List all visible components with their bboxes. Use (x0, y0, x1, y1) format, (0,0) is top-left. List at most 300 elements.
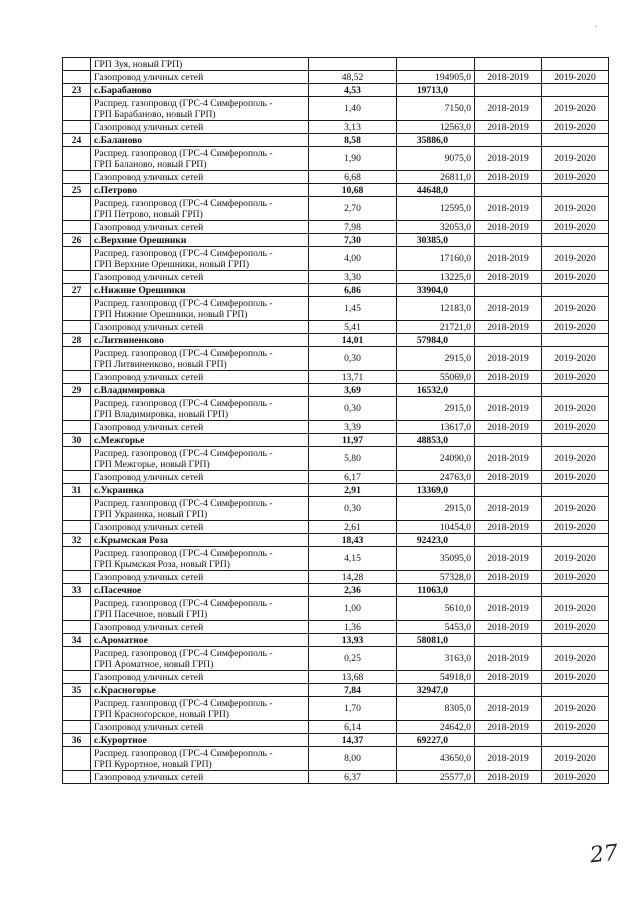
cell-length: 6,86 (309, 284, 397, 297)
cell-build-period: 2019-2020 (542, 347, 609, 371)
cell-number: 27 (63, 284, 91, 297)
table-row-street-network (63, 671, 609, 684)
table-row-street-network (63, 521, 609, 534)
cell-object-name (91, 347, 309, 371)
cell-length: 10,68 (309, 184, 397, 197)
cell-cost: 48853,0 (397, 434, 475, 447)
cell-design-period (475, 684, 542, 697)
cell-settlement-name: с.Пасечное (91, 584, 309, 597)
cell-build-period (542, 134, 609, 147)
cell-length: 13,68 (309, 671, 397, 684)
object-name-line-2: ГРП Крымская Роза, новый ГРП) (94, 558, 230, 570)
cell-cost: 19713,0 (397, 84, 475, 97)
cell-number (63, 197, 91, 221)
table-row-street-network (63, 621, 609, 634)
cell-cost: 32947,0 (397, 684, 475, 697)
object-name-line-1: Распред. газопровод (ГРС-4 Симферополь - (94, 247, 273, 259)
table-row-settlement (63, 584, 609, 597)
cell-build-period: 2019-2020 (542, 71, 609, 84)
cell-build-period: 2019-2020 (542, 197, 609, 221)
cell-length: 3,39 (309, 421, 397, 434)
cell-design-period: 2018-2019 (475, 171, 542, 184)
cell-design-period (475, 384, 542, 397)
cell-object-name (91, 97, 309, 121)
cell-design-period (475, 234, 542, 247)
cell-cost: 12595,0 (397, 197, 475, 221)
cell-length: 7,84 (309, 684, 397, 697)
cell-length: 1,40 (309, 97, 397, 121)
cell-number (63, 171, 91, 184)
cell-build-period: 2019-2020 (542, 171, 609, 184)
gas-pipeline-table (62, 57, 609, 784)
cell-build-period (542, 334, 609, 347)
object-name-line-1: Распред. газопровод (ГРС-4 Симферополь - (94, 647, 273, 659)
cell-cost: 12183,0 (397, 297, 475, 321)
table-row-distribution-pipeline (63, 297, 609, 321)
cell-build-period: 2019-2020 (542, 397, 609, 421)
cell-design-period: 2018-2019 (475, 547, 542, 571)
object-name-line-2: ГРП Ароматное, новый ГРП) (94, 658, 214, 670)
cell-build-period (542, 58, 609, 71)
cell-build-period (542, 84, 609, 97)
cell-build-period: 2019-2020 (542, 771, 609, 784)
table-row-distribution-pipeline (63, 97, 609, 121)
cell-design-period (475, 434, 542, 447)
cell-settlement-name: с.Владимировка (91, 384, 309, 397)
cell-length: 8,00 (309, 747, 397, 771)
cell-design-period (475, 58, 542, 71)
cell-build-period: 2019-2020 (542, 671, 609, 684)
cell-length: 3,30 (309, 271, 397, 284)
cell-settlement-name: с.Верхние Орешники (91, 234, 309, 247)
table-row-distribution-pipeline (63, 247, 609, 271)
cell-cost: 30385,0 (397, 234, 475, 247)
cell-design-period (475, 134, 542, 147)
cell-build-period: 2019-2020 (542, 721, 609, 734)
cell-number (63, 421, 91, 434)
object-name-line-1: Распред. газопровод (ГРС-4 Симферополь - (94, 497, 273, 509)
cell-number (63, 447, 91, 471)
cell-length: 13,71 (309, 371, 397, 384)
cell-length (309, 58, 397, 71)
cell-cost: 5610,0 (397, 597, 475, 621)
cell-build-period: 2019-2020 (542, 471, 609, 484)
cell-cost: 9075,0 (397, 147, 475, 171)
cell-length: 6,37 (309, 771, 397, 784)
object-name-line-2: ГРП Пасечное, новый ГРП) (94, 608, 208, 620)
cell-cost: 8305,0 (397, 697, 475, 721)
table-row-distribution-pipeline (63, 347, 609, 371)
cell-cost: 7150,0 (397, 97, 475, 121)
table-row-distribution-pipeline (63, 547, 609, 571)
cell-design-period: 2018-2019 (475, 471, 542, 484)
cell-build-period: 2019-2020 (542, 421, 609, 434)
cell-length: 2,61 (309, 521, 397, 534)
cell-settlement-name: с.Украинка (91, 484, 309, 497)
cell-design-period: 2018-2019 (475, 447, 542, 471)
cell-number (63, 721, 91, 734)
cell-cost: 26811,0 (397, 171, 475, 184)
cell-design-period (475, 484, 542, 497)
cell-length: 13,93 (309, 634, 397, 647)
cell-length: 4,53 (309, 84, 397, 97)
document-page (62, 57, 609, 784)
cell-object-name (91, 547, 309, 571)
cell-design-period: 2018-2019 (475, 497, 542, 521)
table-row-settlement (63, 84, 609, 97)
table-row-distribution-pipeline (63, 197, 609, 221)
cell-length: 2,70 (309, 197, 397, 221)
cell-settlement-name: с.Межгорье (91, 434, 309, 447)
cell-design-period (475, 584, 542, 597)
object-name-line-2: ГРП Курортное, новый ГРП) (94, 758, 212, 770)
object-name-line-2: ГРП Баланово, новый ГРП) (94, 158, 207, 170)
cell-length: 3,13 (309, 121, 397, 134)
cell-object-name: Газопровод уличных сетей (91, 321, 309, 334)
cell-build-period: 2019-2020 (542, 371, 609, 384)
cell-object-name: Газопровод уличных сетей (91, 471, 309, 484)
cell-cost: 13369,0 (397, 484, 475, 497)
cell-number: 26 (63, 234, 91, 247)
cell-build-period: 2019-2020 (542, 497, 609, 521)
cell-cost: 194905,0 (397, 71, 475, 84)
cell-build-period (542, 234, 609, 247)
cell-object-name (91, 247, 309, 271)
cell-number (63, 747, 91, 771)
cell-build-period: 2019-2020 (542, 97, 609, 121)
cell-object-name (91, 597, 309, 621)
cell-build-period (542, 734, 609, 747)
table-row-street-network (63, 71, 609, 84)
cell-build-period: 2019-2020 (542, 547, 609, 571)
cell-object-name (91, 147, 309, 171)
cell-design-period: 2018-2019 (475, 671, 542, 684)
cell-build-period: 2019-2020 (542, 621, 609, 634)
cell-object-name: Газопровод уличных сетей (91, 571, 309, 584)
cell-cost: 25577,0 (397, 771, 475, 784)
cell-object-name (91, 647, 309, 671)
table-row-street-network (63, 171, 609, 184)
cell-design-period: 2018-2019 (475, 521, 542, 534)
cell-number (63, 547, 91, 571)
cell-number (63, 371, 91, 384)
cell-object-name (91, 397, 309, 421)
cell-design-period (475, 284, 542, 297)
table-row-distribution-pipeline (63, 147, 609, 171)
table-row-settlement (63, 534, 609, 547)
cell-length: 8,58 (309, 134, 397, 147)
cell-object-name: Газопровод уличных сетей (91, 171, 309, 184)
cell-design-period: 2018-2019 (475, 271, 542, 284)
cell-settlement-name: с.Барабаново (91, 84, 309, 97)
cell-settlement-name: с.Петрово (91, 184, 309, 197)
cell-number: 23 (63, 84, 91, 97)
cell-object-name: Газопровод уличных сетей (91, 221, 309, 234)
cell-number (63, 297, 91, 321)
object-name-line-2: ГРП Петрово, новый ГРП) (94, 208, 203, 220)
cell-number: 25 (63, 184, 91, 197)
cell-build-period: 2019-2020 (542, 647, 609, 671)
cell-length: 48,52 (309, 71, 397, 84)
cell-cost: 44648,0 (397, 184, 475, 197)
cell-number (63, 97, 91, 121)
table-row-settlement (63, 434, 609, 447)
cell-object-name (91, 747, 309, 771)
table-row-street-network (63, 371, 609, 384)
table-row-settlement (63, 334, 609, 347)
cell-cost: 3163,0 (397, 647, 475, 671)
cell-settlement-name: с.Крымская Роза (91, 534, 309, 547)
object-name-line-1: Распред. газопровод (ГРС-4 Симферополь - (94, 747, 273, 759)
cell-cost: 69227,0 (397, 734, 475, 747)
cell-design-period (475, 334, 542, 347)
cell-number (63, 771, 91, 784)
cell-number (63, 697, 91, 721)
cell-design-period (475, 634, 542, 647)
cell-cost: 5453,0 (397, 621, 475, 634)
table-row-street-network (63, 221, 609, 234)
cell-cost: 2915,0 (397, 497, 475, 521)
table-row-distribution-pipeline (63, 447, 609, 471)
cell-number (63, 521, 91, 534)
cell-build-period: 2019-2020 (542, 121, 609, 134)
cell-build-period: 2019-2020 (542, 221, 609, 234)
cell-build-period: 2019-2020 (542, 747, 609, 771)
cell-design-period (475, 84, 542, 97)
cell-cost: 13617,0 (397, 421, 475, 434)
cell-length: 4,15 (309, 547, 397, 571)
table-row-street-network (63, 271, 609, 284)
cell-cost: 24763,0 (397, 471, 475, 484)
cell-design-period: 2018-2019 (475, 321, 542, 334)
cell-object-name: Газопровод уличных сетей (91, 271, 309, 284)
cell-design-period: 2018-2019 (475, 747, 542, 771)
cell-length: 5,41 (309, 321, 397, 334)
cell-design-period (475, 184, 542, 197)
cell-cost: 57328,0 (397, 571, 475, 584)
cell-build-period: 2019-2020 (542, 571, 609, 584)
table-row-distribution-pipeline (63, 747, 609, 771)
cell-cost: 10454,0 (397, 521, 475, 534)
cell-number (63, 347, 91, 371)
cell-settlement-name: с.Нижние Орешники (91, 284, 309, 297)
cell-object-name: Газопровод уличных сетей (91, 371, 309, 384)
cell-length: 7,98 (309, 221, 397, 234)
cell-settlement-name: с.Баланово (91, 134, 309, 147)
cell-design-period: 2018-2019 (475, 221, 542, 234)
cell-design-period: 2018-2019 (475, 571, 542, 584)
object-name-line-1: Распред. газопровод (ГРС-4 Симферополь - (94, 397, 273, 409)
cell-cost: 35095,0 (397, 547, 475, 571)
table-row-street-network (63, 421, 609, 434)
cell-design-period: 2018-2019 (475, 121, 542, 134)
table-row-distribution-pipeline (63, 497, 609, 521)
cell-length: 2,91 (309, 484, 397, 497)
cell-length: 0,30 (309, 347, 397, 371)
table-row-street-network (63, 771, 609, 784)
cell-build-period (542, 534, 609, 547)
cell-number: 32 (63, 534, 91, 547)
cell-length: 1,90 (309, 147, 397, 171)
cell-object-name: Газопровод уличных сетей (91, 421, 309, 434)
object-name-line-2: ГРП Верхние Орешники, новый ГРП) (94, 258, 250, 270)
cell-length: 14,37 (309, 734, 397, 747)
table-body (63, 58, 609, 784)
cell-length: 1,00 (309, 597, 397, 621)
object-name-line-1: Распред. газопровод (ГРС-4 Симферополь - (94, 697, 273, 709)
cell-object-name: Газопровод уличных сетей (91, 121, 309, 134)
cell-design-period: 2018-2019 (475, 147, 542, 171)
cell-number (63, 571, 91, 584)
cell-number: 29 (63, 384, 91, 397)
cell-cost (397, 58, 475, 71)
cell-object-name: Газопровод уличных сетей (91, 721, 309, 734)
cell-length: 18,43 (309, 534, 397, 547)
object-name-line-1: Распред. газопровод (ГРС-4 Симферополь - (94, 197, 273, 209)
handwritten-page-number: 27 (588, 840, 620, 869)
cell-build-period (542, 584, 609, 597)
cell-cost: 24090,0 (397, 447, 475, 471)
object-name-line-1: Распред. газопровод (ГРС-4 Симферополь - (94, 447, 273, 459)
cell-length: 6,17 (309, 471, 397, 484)
cell-design-period: 2018-2019 (475, 697, 542, 721)
cell-number (63, 321, 91, 334)
table-row-street-network (63, 121, 609, 134)
cell-design-period: 2018-2019 (475, 97, 542, 121)
cell-number (63, 247, 91, 271)
cell-build-period: 2019-2020 (542, 147, 609, 171)
cell-object-name (91, 697, 309, 721)
cell-number: 35 (63, 684, 91, 697)
cell-object-name (91, 297, 309, 321)
cell-cost: 57984,0 (397, 334, 475, 347)
cell-cost: 21721,0 (397, 321, 475, 334)
object-name-line-2: ГРП Красногорское, новый ГРП) (94, 708, 229, 720)
cell-build-period: 2019-2020 (542, 697, 609, 721)
cell-length: 6,68 (309, 171, 397, 184)
cell-object-name: Газопровод уличных сетей (91, 521, 309, 534)
cell-number (63, 71, 91, 84)
cell-build-period: 2019-2020 (542, 271, 609, 284)
cell-build-period: 2019-2020 (542, 321, 609, 334)
cell-build-period (542, 484, 609, 497)
cell-cost: 2915,0 (397, 397, 475, 421)
cell-cost: 92423,0 (397, 534, 475, 547)
table-row-street-network (63, 321, 609, 334)
object-name-line-2: ГРП Литвиненково, новый ГРП) (94, 358, 227, 370)
cell-number (63, 271, 91, 284)
object-name-line-1: Распред. газопровод (ГРС-4 Симферополь - (94, 347, 273, 359)
cell-object-name: ГРП Зуя, новый ГРП) (91, 58, 309, 71)
cell-number (63, 471, 91, 484)
table-row-settlement (63, 684, 609, 697)
cell-object-name: Газопровод уличных сетей (91, 71, 309, 84)
cell-cost: 33904,0 (397, 284, 475, 297)
cell-number (63, 621, 91, 634)
cell-object-name (91, 447, 309, 471)
cell-object-name: Газопровод уличных сетей (91, 771, 309, 784)
cell-length: 2,36 (309, 584, 397, 597)
cell-build-period: 2019-2020 (542, 447, 609, 471)
table-row-settlement (63, 184, 609, 197)
cell-length: 3,69 (309, 384, 397, 397)
cell-number (63, 671, 91, 684)
cell-number: 34 (63, 634, 91, 647)
cell-cost: 32053,0 (397, 221, 475, 234)
cell-design-period: 2018-2019 (475, 597, 542, 621)
cell-cost: 13225,0 (397, 271, 475, 284)
cell-length: 5,80 (309, 447, 397, 471)
cell-cost: 16532,0 (397, 384, 475, 397)
cell-number (63, 597, 91, 621)
cell-length: 0,25 (309, 647, 397, 671)
cell-build-period (542, 384, 609, 397)
table-row-settlement (63, 634, 609, 647)
cell-cost: 58081,0 (397, 634, 475, 647)
table-row-street-network (63, 471, 609, 484)
cell-build-period: 2019-2020 (542, 597, 609, 621)
object-name-line-1: Распред. газопровод (ГРС-4 Симферополь - (94, 597, 273, 609)
object-name-line-2: ГРП Владимировка, новый ГРП) (94, 408, 229, 420)
table-row-settlement (63, 234, 609, 247)
cell-design-period: 2018-2019 (475, 397, 542, 421)
object-name-line-2: ГРП Межгорье, новый ГРП) (94, 458, 210, 470)
cell-design-period: 2018-2019 (475, 297, 542, 321)
cell-settlement-name: с.Курортное (91, 734, 309, 747)
cell-number: 24 (63, 134, 91, 147)
cell-design-period: 2018-2019 (475, 71, 542, 84)
object-name-line-1: Распред. газопровод (ГРС-4 Симферополь - (94, 97, 273, 109)
table-row-settlement (63, 384, 609, 397)
cell-number: 30 (63, 434, 91, 447)
table-row-continuation (63, 58, 609, 71)
object-name-line-1: Распред. газопровод (ГРС-4 Симферополь - (94, 547, 273, 559)
cell-design-period: 2018-2019 (475, 371, 542, 384)
cell-length: 7,30 (309, 234, 397, 247)
cell-number (63, 397, 91, 421)
cell-design-period: 2018-2019 (475, 721, 542, 734)
cell-object-name (91, 197, 309, 221)
object-name-line-2: ГРП Барабаново, новый ГРП) (94, 108, 216, 120)
cell-cost: 11063,0 (397, 584, 475, 597)
object-name-line-1: Распред. газопровод (ГРС-4 Симферополь - (94, 147, 273, 159)
cell-number: 28 (63, 334, 91, 347)
table-row-settlement (63, 284, 609, 297)
cell-build-period (542, 684, 609, 697)
table-row-street-network (63, 721, 609, 734)
cell-length: 14,28 (309, 571, 397, 584)
cell-settlement-name: с.Литвиненково (91, 334, 309, 347)
cell-length: 14,01 (309, 334, 397, 347)
cell-design-period: 2018-2019 (475, 247, 542, 271)
table-row-settlement (63, 734, 609, 747)
cell-design-period (475, 734, 542, 747)
cell-cost: 43650,0 (397, 747, 475, 771)
cell-cost: 24642,0 (397, 721, 475, 734)
cell-length: 1,45 (309, 297, 397, 321)
cell-design-period: 2018-2019 (475, 421, 542, 434)
scan-speck: · (594, 22, 598, 33)
cell-number (63, 121, 91, 134)
cell-length: 6,14 (309, 721, 397, 734)
cell-cost: 2915,0 (397, 347, 475, 371)
cell-length: 0,30 (309, 397, 397, 421)
cell-build-period (542, 184, 609, 197)
cell-length: 1,36 (309, 621, 397, 634)
cell-object-name (91, 497, 309, 521)
cell-cost: 17160,0 (397, 247, 475, 271)
table-row-distribution-pipeline (63, 597, 609, 621)
